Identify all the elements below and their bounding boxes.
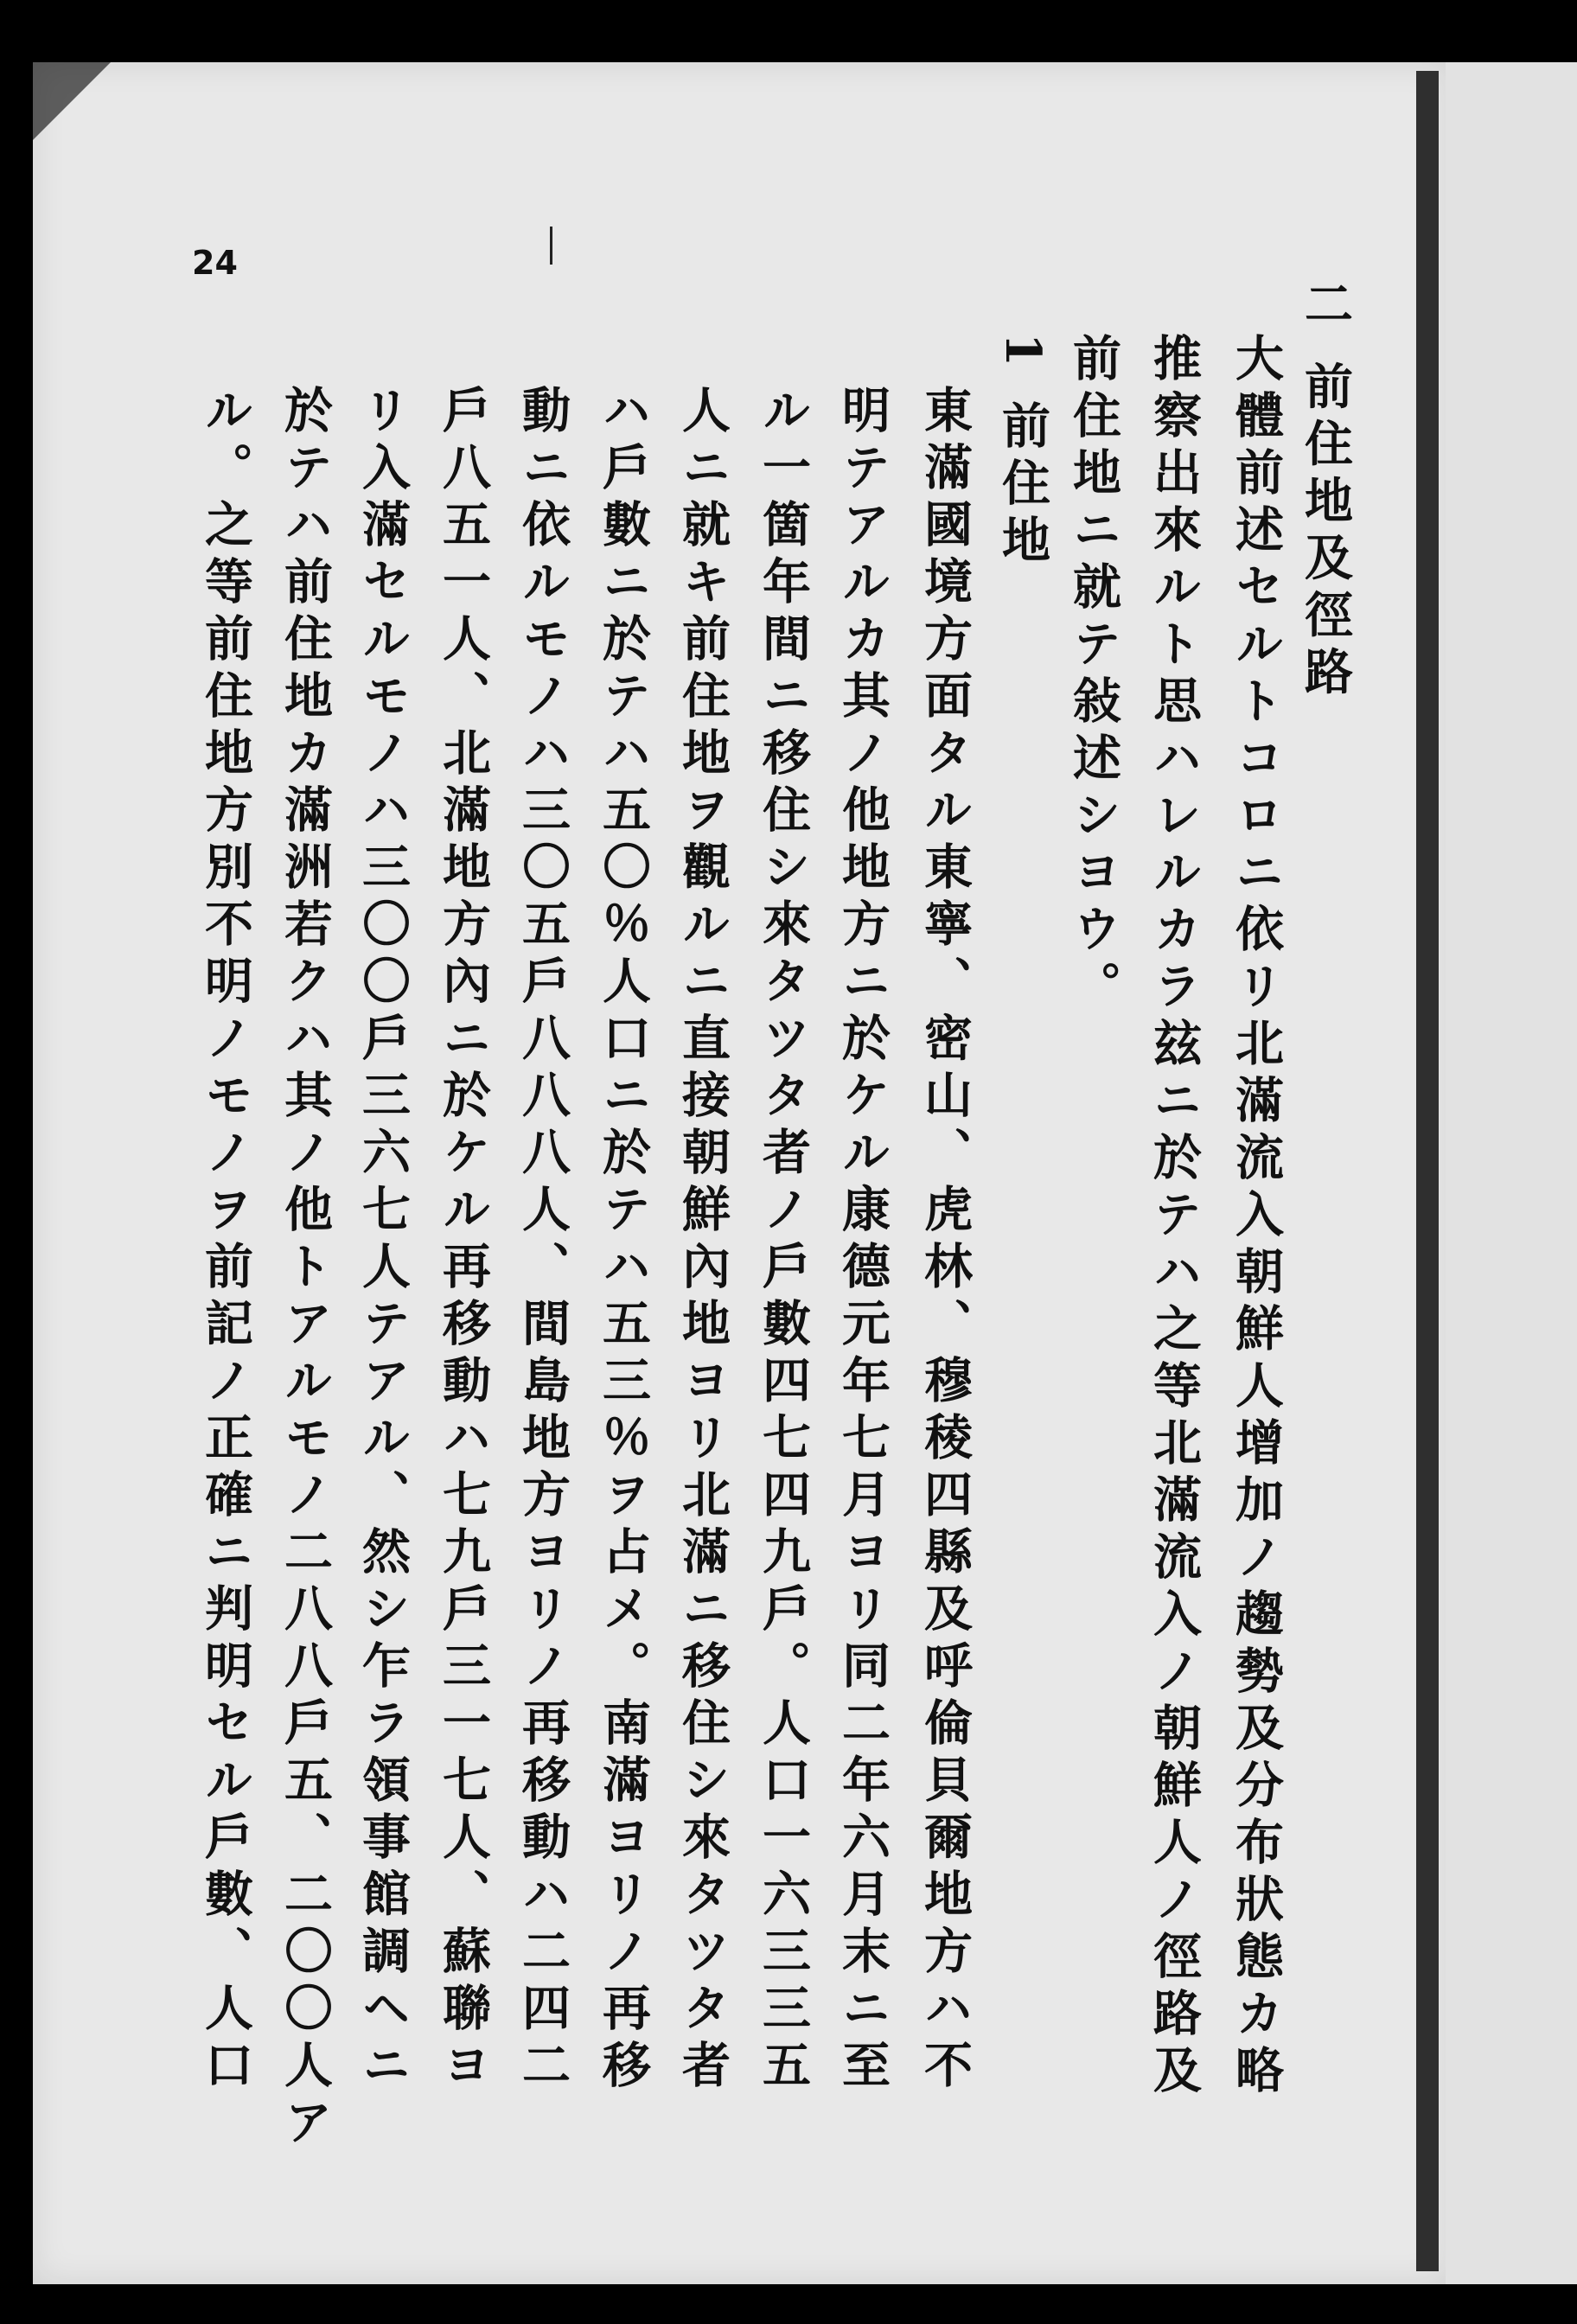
text-column-6: ル一箇年間ニ移住シ來タツタ者ノ戶數四七四九戶。人口一六三三五 [755, 385, 812, 2097]
text-column-9: 動ニ依ルモノハ三〇五戶八八八人、間島地方ヨリノ再移動ハ二四二 [514, 385, 571, 2097]
page-number: 24 [192, 244, 238, 282]
text-column-12: 於テハ前住地カ滿洲若クハ其ノ他トアルモノ二八八戶五、二〇〇人ア [277, 385, 334, 2154]
text-column-11: リ入滿セルモノハ三〇〇戶三六七人テアル、然シ乍ラ領事館調ヘニ [354, 385, 412, 2097]
adjacent-page-edge [1446, 62, 1577, 2284]
section-heading: 二 前住地及徑路 [1297, 278, 1354, 704]
text-column-7: 人ニ就キ前住地ヲ觀ルニ直接朝鮮內地ヨリ北滿ニ移住シ來タツタ者 [674, 385, 731, 2097]
page-binding [1416, 71, 1439, 2271]
text-column-13: ル。之等前住地方別不明ノモノヲ前記ノ正確ニ判明セル戶數、人口 [197, 385, 254, 2097]
text-column-1: 大體前述セルトコロニ依リ北滿流入朝鮮人增加ノ趨勢及分布狀態カ略 [1228, 333, 1285, 2102]
text-column-5: 明テアルカ其ノ他地方ニ於ケル康德元年七月ヨリ同二年六月末ニ至 [834, 385, 891, 2097]
text-column-8: ハ戶數ニ於テハ五〇％人口ニ於テハ五三％ヲ占メ。南滿ヨリノ再移 [595, 385, 652, 2097]
margin-mark [550, 227, 552, 265]
text-column-3: 前住地ニ就テ敍述シヨウ。 [1065, 333, 1122, 1018]
text-column-10: 戶八五一人、北滿地方內ニ於ケル再移動ハ七九戶三一七人、蘇聯ヨ [435, 385, 492, 2097]
folded-corner [33, 62, 111, 140]
subsection-heading: 1 前住地 [994, 333, 1051, 572]
text-column-4: 東滿國境方面タル東寧、密山、虎林、穆稜四縣及呼倫貝爾地方ハ不 [916, 385, 974, 2097]
text-column-2: 推察出來ルト思ハレルカラ玆ニ於テハ之等北滿流入ノ朝鮮人ノ徑路及 [1146, 333, 1203, 2102]
